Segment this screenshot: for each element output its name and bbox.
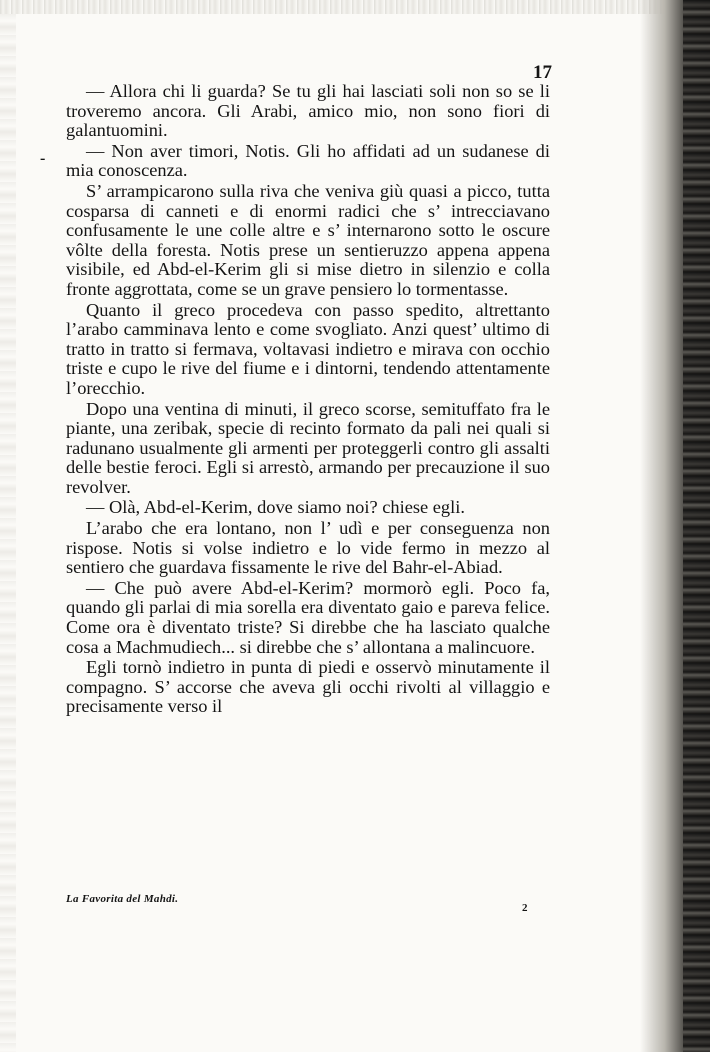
scan-noise-top <box>0 0 710 14</box>
signature-mark: 2 <box>522 902 528 914</box>
paragraph: — Allora chi li guarda? Se tu gli hai lasciati soli non so se li troveremo ancora. Gli Arabi, amico mio, non sono fiori di galantuomini. <box>66 81 550 141</box>
body-text <box>66 82 550 717</box>
paragraph: L’arabo che era lontano, non l’ udì e per conseguenza non rispose. Notis si volse indietro e lo vide fermo in mezzo al sentiero che guardava fissamente le rive del Bahr-el-Abiad. <box>66 518 550 578</box>
paragraph: Quanto il greco procedeva con passo spedito, altrettanto l’arabo camminava lento e come svogliato. Anzi quest’ ultimo di tratto in tratto si fermava, voltavasi indietro e mirava con occhio triste e cupo le rive del fiume e i dintorni, tendendo attentamente l’orecchio. <box>66 299 550 398</box>
running-footer-title: La Favorita del Mahdi. <box>66 893 179 905</box>
book-binding-edge <box>683 0 710 1052</box>
paragraph: — Non aver timori, Notis. Gli ho affidati ad un sudanese di mia conoscenza. <box>66 140 550 181</box>
paragraph: — Che può avere Abd-el-Kerim? mormorò egli. Poco fa, quando gli parlai di mia sorella era diventato gaio e pareva felice. Come ora è diventato triste? Si direbbe che ha lasciato qualche cosa a Machmudiech... si direbbe che s’ allontana a malincuore. <box>66 577 550 657</box>
paragraph: Dopo una ventina di minuti, il greco scorse, semituffato fra le piante, una zeribak, specie di recinto formato da pali nei quali si radunano usualmente gli armenti per proteggerli contro gli assalti delle bestie feroci. Egli si arrestò, armando per precauzione il suo revolver. <box>66 398 550 497</box>
paragraph: Egli tornò indietro in punta di piedi e osservò minutamente il compagno. S’ accorse che aveva gli occhi rivolti al villaggio e precisamente verso il <box>66 657 550 717</box>
page-number: 17 <box>533 62 552 83</box>
margin-mark: - <box>40 150 46 167</box>
paragraph: S’ arrampicarono sulla riva che veniva giù quasi a picco, tutta cosparsa di canneti e di enormi radici che s’ intrecciavano confusamente le une colle altre e s’ internarono sotto le oscure vôlte della foresta. Notis prese un sentieruzzo appena appena visibile, ed Abd-el-Kerim gli si mise dietro in silenzio e colla fronte aggrottata, come se un grave pensiero lo tormentasse. <box>66 180 550 299</box>
scan-noise-left <box>0 14 16 1052</box>
paragraph: — Olà, Abd-el-Kerim, dove siamo noi? chiese egli. <box>86 497 465 518</box>
